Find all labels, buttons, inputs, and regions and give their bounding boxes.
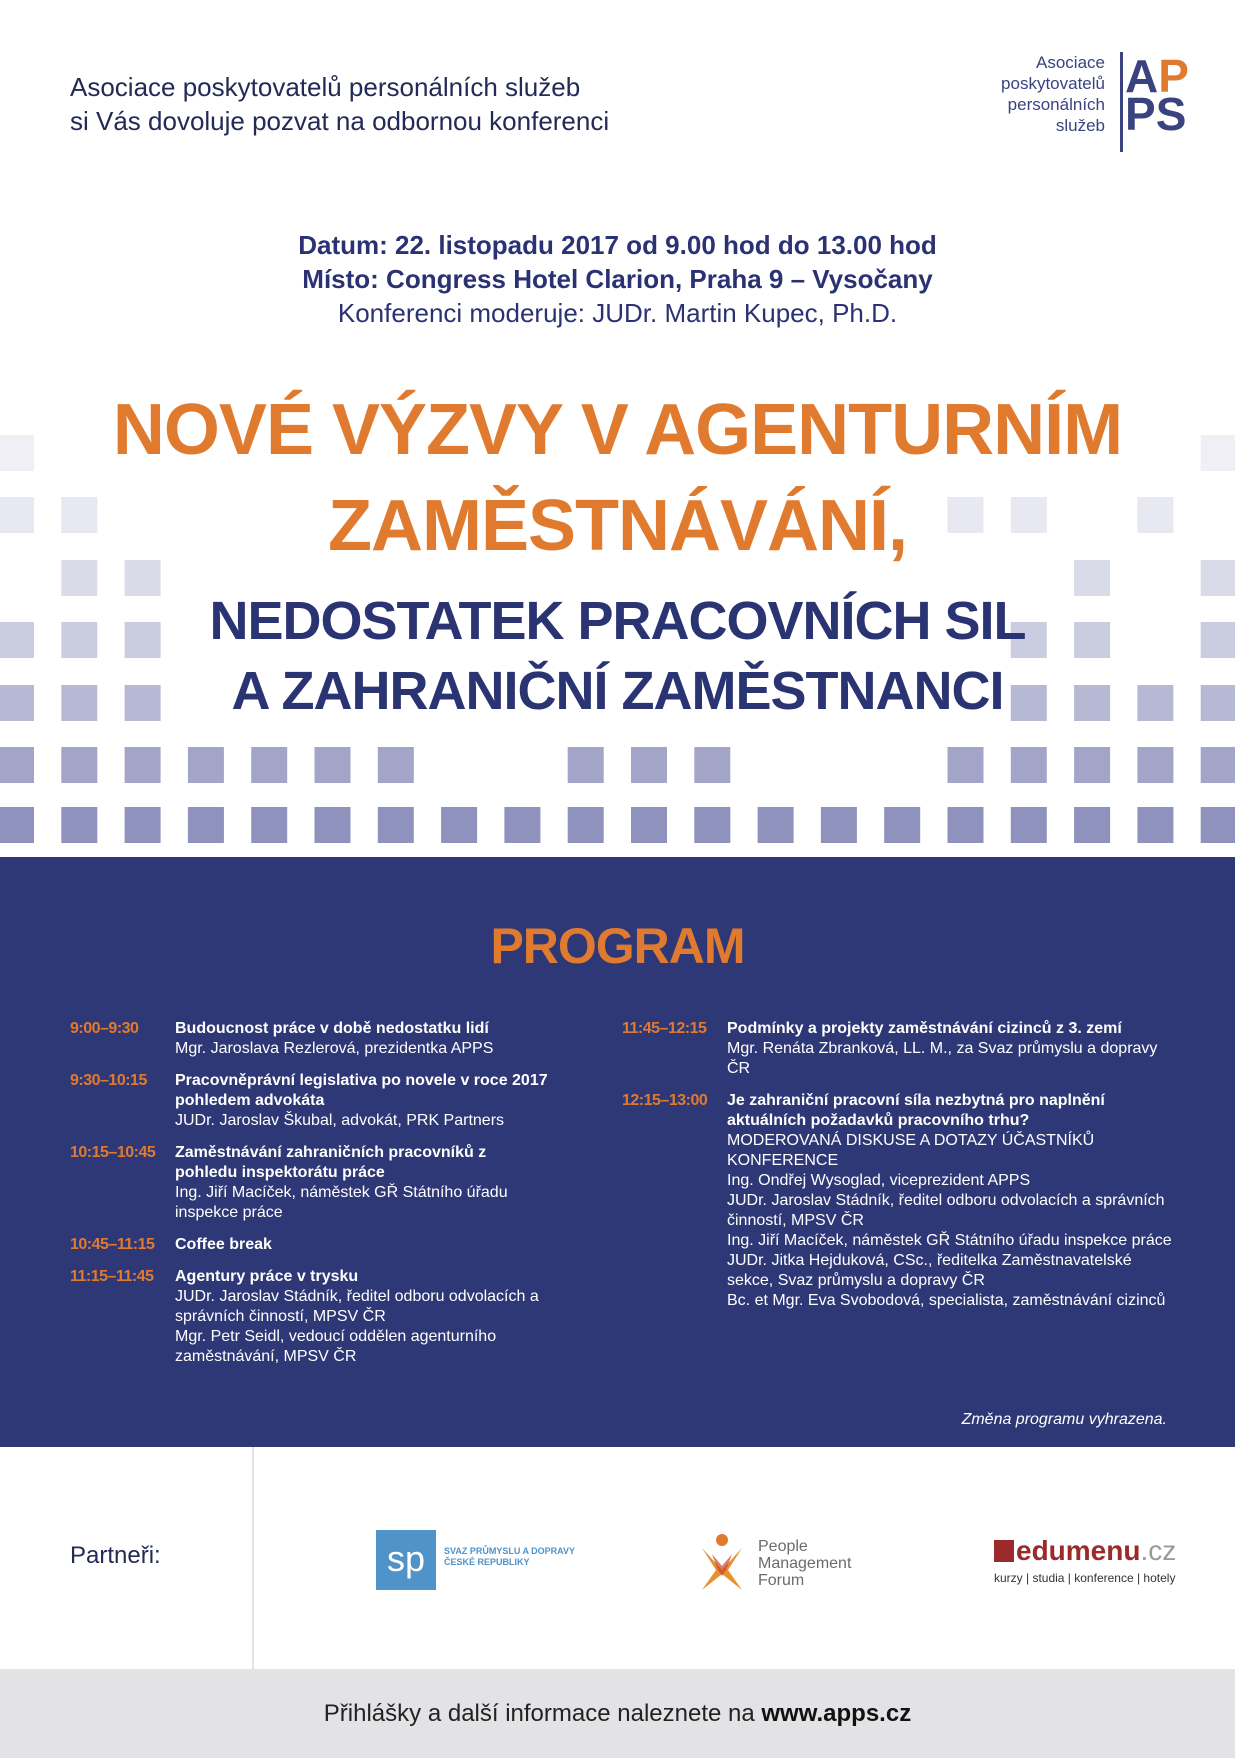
program-heading: PROGRAM xyxy=(490,918,745,974)
program-item xyxy=(70,1071,550,1131)
pattern-square xyxy=(315,747,351,783)
event-moderator: Konferenci moderuje: JUDr. Martin Kupec, Ph.D. xyxy=(337,298,898,328)
program-item-speaker: JUDr. Jaroslav Škubal, advokát, PRK Partners xyxy=(175,1112,505,1129)
pattern-square xyxy=(61,747,97,783)
edumenu-book-icon xyxy=(994,1540,1014,1562)
program-item-speaker: Mgr. Renáta Zbranková, LL. M., za Svaz průmyslu a dopravy ČR xyxy=(727,1040,1158,1077)
partners-divider xyxy=(252,1447,254,1669)
pattern-square xyxy=(1137,747,1173,783)
pattern-square xyxy=(568,807,604,843)
intro-line-2: si Vás dovoluje pozvat na odbornou konferenci xyxy=(70,106,610,136)
program-item-title: Agentury práce v trysku xyxy=(175,1268,359,1285)
intro-line-1: Asociace poskytovatelů personálních služeb xyxy=(70,72,581,102)
pattern-square xyxy=(125,807,161,843)
pattern-square xyxy=(315,807,351,843)
program-item-speaker: Bc. et Mgr. Eva Svobodová, specialista, zaměstnávání cizinců xyxy=(727,1292,1166,1309)
program-item xyxy=(622,1019,1182,1079)
program-item-title: Budoucnost práce v době nedostatku lidí xyxy=(175,1020,489,1037)
pattern-square xyxy=(251,807,287,843)
pattern-square xyxy=(694,747,730,783)
program-item-speaker: Mgr. Jaroslava Rezlerová, prezidentka APPS xyxy=(175,1040,494,1057)
sp-logo-text: SVAZ PRŮMYSLU A DOPRAVY ČESKÉ REPUBLIKY xyxy=(444,1546,575,1567)
footer xyxy=(0,1669,1235,1758)
program-item-speaker: Ing. Jiří Macíček, náměstek GŘ Státního úřadu inspekce práce xyxy=(727,1232,1172,1249)
sub-title: NEDOSTATEK PRACOVNÍCH SIL A ZAHRANIČNÍ ZAMĚSTNANCI xyxy=(209,591,1026,721)
program-item-speaker: JUDr. Jaroslav Stádník, ředitel odboru odvolacích a správních činností, MPSV ČR xyxy=(727,1192,1165,1229)
program-item-title: Je zahraniční pracovní síla nezbytná pro naplnění aktuálních požadavků pracovního trhu? xyxy=(727,1092,1105,1129)
program-item-speaker: MODEROVANÁ DISKUSE A DOTAZY ÚČASTNÍKŮ KONFERENCE xyxy=(727,1132,1095,1169)
program-item-title: Zaměstnávání zahraničních pracovníků z pohledu inspektorátu práce xyxy=(175,1144,487,1181)
footer-url[interactable]: www.apps.cz xyxy=(761,1700,912,1727)
people-management-forum-logo xyxy=(698,1528,898,1598)
program-note: Změna programu vyhrazena. xyxy=(961,1411,1167,1428)
pmf-text: People Management Forum xyxy=(758,1538,852,1589)
pattern-square xyxy=(758,807,794,843)
pattern-square xyxy=(378,807,414,843)
pattern-square xyxy=(1137,807,1173,843)
edumenu-title: edumenu.cz xyxy=(994,1535,1176,1567)
intro-text xyxy=(70,70,609,138)
pattern-square xyxy=(1201,807,1235,843)
event-place: Místo: Congress Hotel Clarion, Praha 9 – Vysočany xyxy=(302,264,933,294)
program-item-time: 11:45–12:15 xyxy=(622,1020,707,1037)
apps-logo xyxy=(963,50,1189,152)
pattern-square xyxy=(631,747,667,783)
pattern-square xyxy=(1074,807,1110,843)
event-date: Datum: 22. listopadu 2017 od 9.00 hod do 13.00 hod xyxy=(298,230,937,260)
edumenu-subtitle: kurzy | studia | konference | hotely xyxy=(994,1571,1176,1585)
event-info xyxy=(0,228,1235,330)
apps-logo-text: Asociace poskytovatelů personálních služeb xyxy=(1001,53,1105,135)
pattern-square xyxy=(441,807,477,843)
sp-logo-mark: sp xyxy=(376,1530,436,1590)
pattern-square xyxy=(125,747,161,783)
pattern-square xyxy=(1074,747,1110,783)
pattern-square xyxy=(568,747,604,783)
pattern-square xyxy=(1201,747,1235,783)
pattern-square xyxy=(948,807,984,843)
program-item xyxy=(70,1143,550,1223)
pattern-square xyxy=(188,807,224,843)
pattern-square xyxy=(821,807,857,843)
program-section xyxy=(0,857,1235,1447)
program-item xyxy=(70,1019,550,1059)
program-item-speaker: Ing. Ondřej Wysoglad, viceprezident APPS xyxy=(727,1172,1031,1189)
program-item-time: 10:45–11:15 xyxy=(70,1236,155,1253)
program-item-speaker: JUDr. Jitka Hejduková, CSc., ředitelka Zaměstnavatelské sekce, Svaz průmyslu a dopravy ČR xyxy=(727,1252,1132,1289)
pattern-square xyxy=(884,807,920,843)
apps-logo-divider xyxy=(1120,52,1123,152)
program-item xyxy=(70,1235,550,1255)
program-item-time: 9:00–9:30 xyxy=(70,1020,139,1037)
pattern-square xyxy=(251,747,287,783)
program-item-title: Podmínky a projekty zaměstnávání cizinců z 3. zemí xyxy=(727,1020,1122,1037)
program-item-speaker: JUDr. Jaroslav Stádník, ředitel odboru odvolacích a správních činností, MPSV ČR xyxy=(175,1288,539,1325)
pattern-square xyxy=(378,747,414,783)
program-item-time: 10:15–10:45 xyxy=(70,1144,156,1161)
program-item-time: 12:15–13:00 xyxy=(622,1092,708,1109)
pattern-square xyxy=(0,807,34,843)
program-item-time: 11:15–11:45 xyxy=(70,1268,154,1285)
partners-label: Partneři: xyxy=(70,1542,161,1569)
program-item-speaker: Mgr. Petr Seidl, vedoucí oddělen agenturního zaměstnávání, MPSV ČR xyxy=(175,1328,497,1365)
program-item-time: 9:30–10:15 xyxy=(70,1072,147,1089)
edumenu-logo xyxy=(994,1535,1177,1595)
pmf-icon xyxy=(698,1532,746,1592)
program-item-title: Coffee break xyxy=(175,1236,272,1253)
program-column-right xyxy=(622,1019,1182,1323)
pattern-square xyxy=(188,747,224,783)
program-item xyxy=(622,1091,1182,1311)
pattern-square xyxy=(1011,807,1047,843)
pattern-square xyxy=(0,747,34,783)
footer-text: Přihlášky a další informace naleznete na xyxy=(323,1700,762,1727)
pattern-square xyxy=(504,807,540,843)
pattern-square xyxy=(631,807,667,843)
pattern-square xyxy=(61,807,97,843)
apps-logo-mark: AP PS xyxy=(1125,50,1189,140)
program-item-title: Pracovněprávní legislativa po novele v roce 2017 pohledem advokáta xyxy=(175,1072,548,1109)
program-item xyxy=(70,1267,550,1367)
pattern-square xyxy=(948,747,984,783)
program-column-left xyxy=(70,1019,550,1379)
main-title: NOVÉ VÝZVY V AGENTURNÍM ZAMĚSTNÁVÁNÍ, xyxy=(112,390,1123,566)
pattern-square xyxy=(694,807,730,843)
program-item-speaker: Ing. Jiří Macíček, náměstek GŘ Státního úřadu inspekce práce xyxy=(175,1184,508,1221)
pattern-square xyxy=(1011,747,1047,783)
sp-logo xyxy=(376,1530,576,1592)
